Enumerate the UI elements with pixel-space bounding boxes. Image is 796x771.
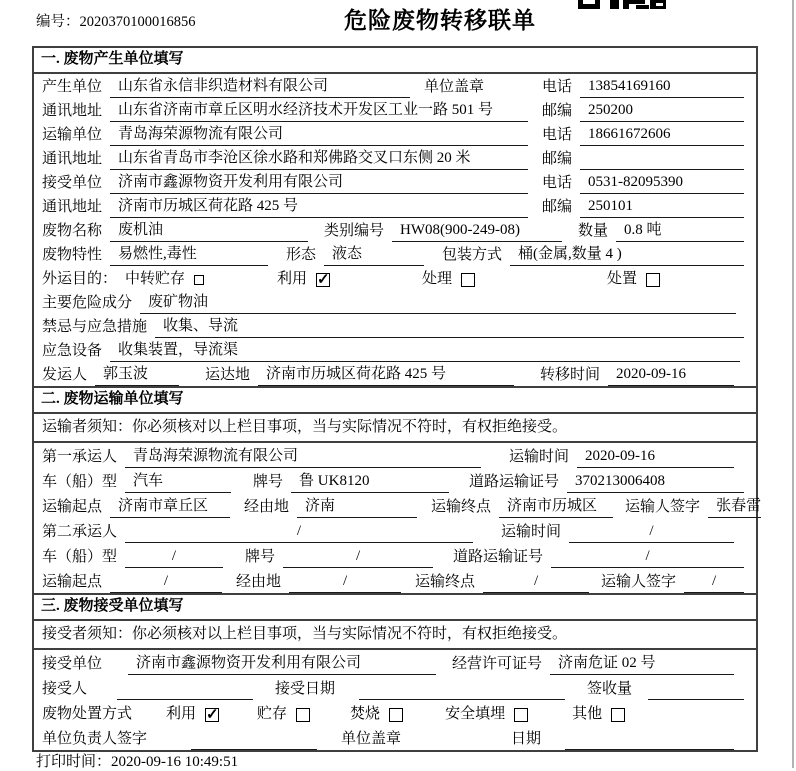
- plate-label: 牌号: [253, 474, 284, 490]
- vehicle-type-label: 车（船）型: [42, 549, 118, 565]
- responsible-sign-label: 单位负责人签字: [42, 731, 148, 747]
- plate-value: 鲁 UK8120: [291, 471, 449, 493]
- option-disposal-other: [572, 704, 625, 725]
- receiver-phone-value: 0531-82095390: [580, 172, 744, 194]
- option-label: 利用: [166, 706, 197, 722]
- option-disposal-utilize: [166, 704, 219, 725]
- route-end-label: 运输终点: [415, 574, 476, 590]
- waste-name-label: 废物名称: [42, 223, 103, 239]
- vehicle-type2-value: /: [125, 546, 223, 568]
- carrier1-value: 青岛海荣源物流有限公司: [125, 446, 481, 468]
- transfer-time-value: 2020-09-16: [608, 364, 734, 386]
- row-disposal-method: [34, 700, 756, 725]
- emergency-measures-label: 禁忌与应急措施: [42, 319, 148, 335]
- receive-unit-value: 济南市鑫源物资开发利用有限公司: [128, 653, 436, 675]
- carrier2-label: 第二承运人: [42, 524, 118, 540]
- row-receiver-address: [34, 194, 756, 218]
- option-treat: [422, 269, 607, 290]
- route-start2-value: /: [110, 571, 222, 593]
- row-receiver-unit: [34, 170, 756, 194]
- transporter-sign2-value: /: [684, 571, 744, 593]
- address-label: 通讯地址: [42, 151, 103, 167]
- receive-person-label: 接受人: [42, 681, 88, 697]
- transport-time-label: 运输时间: [501, 524, 562, 540]
- unit-seal-label: 单位盖章: [424, 79, 485, 95]
- waste-name-value: 废机油: [110, 220, 308, 242]
- category-code-value: HW08(900-249-08): [392, 220, 562, 242]
- quantity-label: 数量: [578, 223, 609, 239]
- transport-address-value: 山东省青岛市李沧区徐水路和郑佛路交叉口东侧 20 米: [110, 148, 528, 170]
- route-end-value: 济南市历城区: [499, 496, 613, 518]
- row-sender: [34, 362, 756, 386]
- waste-character-label: 废物特性: [42, 247, 103, 263]
- transport-time2-value: /: [569, 521, 734, 543]
- phone-label: 电话: [542, 79, 573, 95]
- form-state-label: 形态: [286, 247, 317, 263]
- receive-person-value: [117, 699, 253, 700]
- license-label: 经营许可证号: [452, 656, 543, 672]
- generator-phone-value: 13854169160: [580, 76, 744, 98]
- plate-label: 牌号: [245, 549, 276, 565]
- row-route-1: [34, 493, 762, 518]
- row-emergency-equipment: [34, 338, 756, 362]
- row-carrier-1: [34, 443, 756, 468]
- row-emergency-measures: [34, 314, 756, 338]
- received-quantity-label: 签收量: [587, 681, 633, 697]
- transport-unit-label: 运输单位: [42, 127, 103, 143]
- generator-unit-value: 山东省永信非织造材料有限公司: [110, 76, 410, 98]
- packing-value: 桶(金属,数量 4 ): [510, 244, 744, 266]
- row-generator-unit: [34, 74, 756, 98]
- receiver-notice: 接受者须知：你必须核对以上栏目事项，当与实际情况不符时，有权拒绝接受。: [34, 621, 756, 650]
- receiver-address-value: 济南市历城区荷花路 425 号: [110, 196, 528, 218]
- checkbox-disposal-storage: [296, 708, 310, 722]
- generator-zip-value: 250200: [580, 100, 744, 122]
- route-via-label: 经由地: [236, 574, 282, 590]
- transporter-sign-label: 运输人签字: [601, 574, 677, 590]
- route-end-label: 运输终点: [431, 499, 492, 515]
- checkbox-disposal-landfill: [514, 708, 528, 722]
- quantity-value: 0.8 吨: [616, 220, 744, 242]
- section2-title: 二. 废物运输单位填写: [34, 386, 756, 414]
- emergency-equipment-value: 收集装置，导流渠: [110, 340, 740, 362]
- receive-date-label: 接受日期: [275, 681, 336, 697]
- route-start-value: 济南市章丘区: [110, 496, 230, 518]
- option-disposal-landfill: [445, 704, 528, 725]
- checkbox-treat: [461, 273, 475, 287]
- option-label: 焚烧: [350, 706, 381, 722]
- form-state-value: 液态: [324, 244, 424, 266]
- zip-label: 邮编: [542, 103, 573, 119]
- checkbox-disposal-other: [611, 708, 625, 722]
- route-start-label: 运输起点: [42, 499, 103, 515]
- destination-label: 运达地: [205, 367, 251, 383]
- checkbox-transfer-storage: [194, 275, 204, 285]
- carrier1-label: 第一承运人: [42, 449, 118, 465]
- disposal-method-label: 废物处置方式: [42, 706, 133, 722]
- address-label: 通讯地址: [42, 103, 103, 119]
- option-label: 安全填埋: [445, 706, 506, 722]
- phone-label: 电话: [542, 175, 573, 191]
- checkbox-utilize: [316, 273, 330, 287]
- hazard-component-value: 废矿物油: [140, 292, 736, 314]
- plate2-value: /: [283, 546, 433, 568]
- checkbox-dispose: [646, 273, 660, 287]
- zip-label: 邮编: [542, 151, 573, 167]
- doc-number-value: 2020370100016856: [79, 14, 196, 30]
- print-time-value: 2020-09-16 10:49:51: [111, 754, 239, 770]
- transfer-time-label: 转移时间: [540, 367, 601, 383]
- route-start-label: 运输起点: [42, 574, 103, 590]
- option-label: 中转贮存: [125, 271, 186, 287]
- transport-unit-value: 青岛海荣源物流有限公司: [110, 124, 528, 146]
- row-waste-character: [34, 242, 756, 266]
- emergency-equipment-label: 应急设备: [42, 343, 103, 359]
- section1-title: 一. 废物产生单位填写: [34, 48, 756, 74]
- destination-value: 济南市历城区荷花路 425 号: [258, 364, 514, 386]
- route-end2-value: /: [483, 571, 589, 593]
- carrier2-value: /: [125, 521, 473, 543]
- sender-label: 发运人: [42, 367, 88, 383]
- receive-unit-label: 接受单位: [42, 656, 103, 672]
- option-label: 贮存: [257, 706, 288, 722]
- checkbox-disposal-utilize: [205, 708, 219, 722]
- option-transfer-storage: [125, 269, 277, 290]
- row-transfer-purpose: [34, 266, 756, 290]
- option-disposal-incinerate: [350, 704, 403, 725]
- option-label: 利用: [277, 271, 308, 287]
- receiver-unit-label: 接受单位: [42, 175, 103, 191]
- transport-phone-value: 18661672606: [580, 124, 744, 146]
- doc-number-label: 编号：: [36, 14, 80, 30]
- license-value: 济南危证 02 号: [550, 653, 734, 675]
- checkbox-disposal-incinerate: [389, 708, 403, 722]
- row-transport-address: [34, 146, 756, 170]
- vehicle-type-value: 汽车: [125, 471, 231, 493]
- manifest-form: [32, 46, 762, 752]
- row-responsible-signature: [34, 725, 756, 750]
- transport-time-label: 运输时间: [509, 449, 570, 465]
- row-route-2: [34, 568, 756, 593]
- row-carrier-2: [34, 518, 756, 543]
- date-label: 日期: [511, 731, 542, 747]
- receiver-zip-value: 250101: [580, 196, 744, 218]
- generator-address-value: 山东省济南市章丘区明水经济技术开发区工业一路 501 号: [110, 100, 528, 122]
- row-generator-address: [34, 98, 756, 122]
- row-waste-name: [34, 218, 756, 242]
- option-label: 处理: [422, 271, 453, 287]
- generator-unit-label: 产生单位: [42, 79, 103, 95]
- category-code-label: 类别编号: [324, 223, 385, 239]
- hazard-component-label: 主要危险成分: [42, 295, 133, 311]
- transporter-notice: 运输者须知：你必须核对以上栏目事项，当与实际情况不符时，有权拒绝接受。: [34, 414, 756, 443]
- date-value: [565, 749, 734, 750]
- row-vehicle-1: [34, 468, 756, 493]
- transporter-sign-value: 张春雷: [708, 496, 761, 518]
- option-label: 处置: [607, 271, 638, 287]
- print-time-label: 打印时间：: [36, 754, 112, 770]
- option-utilize: [277, 269, 422, 290]
- road-permit-value: 370213006408: [567, 471, 744, 493]
- sender-value: 郭玉波: [95, 364, 179, 386]
- row-transport-unit: [34, 122, 756, 146]
- option-label: 其他: [572, 706, 603, 722]
- address-label: 通讯地址: [42, 199, 103, 215]
- row-vehicle-2: [34, 543, 756, 568]
- route-via-value: 济南: [297, 496, 417, 518]
- row-receive-person: [34, 675, 756, 700]
- section3-title: 三. 废物接受单位填写: [34, 593, 756, 621]
- waste-character-value: 易燃性,毒性: [110, 244, 268, 266]
- receive-date-value: [359, 699, 565, 700]
- page-title: 危险废物转移联单: [344, 8, 536, 33]
- road-permit-label: 道路运输证号: [453, 549, 544, 565]
- option-disposal-storage: [257, 704, 310, 725]
- received-quantity-value: [648, 699, 744, 700]
- packing-label: 包装方式: [442, 247, 503, 263]
- page-right-edge: [792, 0, 794, 768]
- transfer-purpose-label: 外运目的：: [42, 271, 118, 287]
- receiver-unit-value: 济南市鑫源物资开发利用有限公司: [110, 172, 528, 194]
- road-permit-label: 道路运输证号: [469, 474, 560, 490]
- emergency-measures-value: 收集、导流: [155, 316, 744, 338]
- transport-time-value: 2020-09-16: [577, 446, 734, 468]
- phone-label: 电话: [542, 127, 573, 143]
- transport-zip-value: [580, 169, 744, 170]
- zip-label: 邮编: [542, 199, 573, 215]
- vehicle-type-label: 车（船）型: [42, 474, 118, 490]
- road-permit2-value: /: [551, 546, 744, 568]
- route-via-label: 经由地: [244, 499, 290, 515]
- unit-seal-label: 单位盖章: [341, 731, 402, 747]
- option-dispose: [607, 269, 660, 290]
- row-hazard-component: [34, 290, 756, 314]
- transporter-sign-label: 运输人签字: [625, 499, 701, 515]
- row-receive-unit: [34, 650, 756, 675]
- route-via2-value: /: [289, 571, 401, 593]
